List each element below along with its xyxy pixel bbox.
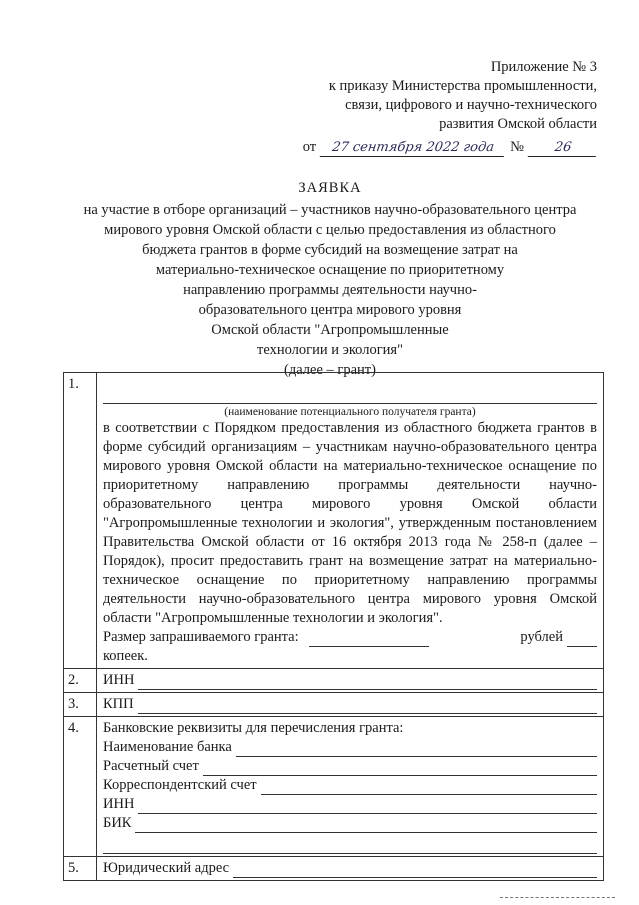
bik-field[interactable] <box>135 818 597 833</box>
row-number: 5. <box>64 857 97 881</box>
order-reference-line1: к приказу Министерства промышленности, <box>328 78 597 94</box>
number-label: № <box>510 139 524 155</box>
row-number: 1. <box>64 373 97 669</box>
grant-amount-kop-field[interactable] <box>567 632 597 647</box>
bank-name-label: Наименование банка <box>103 739 232 755</box>
applicant-name-caption: (наименование потенциального получателя гранта) <box>224 406 476 418</box>
from-label: от <box>302 139 317 155</box>
title-line: материально-техническое оснащение по приоритетному <box>155 262 505 278</box>
bank-inn-label: ИНН <box>103 796 135 812</box>
title-line: Омской области "Агропромышленные <box>211 322 449 338</box>
document-title: ЗАЯВКА <box>298 180 362 196</box>
corr-account-label: Корреспондентский счет <box>103 777 257 793</box>
bank-inn-field[interactable] <box>138 799 597 814</box>
footer-divider <box>500 897 615 898</box>
application-body-text: в соответствии с Порядком предоставления из областного бюджета грантов в форме субсидий организациям – участникам научно-образовательного центра мирового уровня Омской области на материально-техническое оснащение по приоритетному направлению программы деятельности научно-образовательного центра мирового уровня Омской области "Агропромышленные технологии и экология", утвержденным постановлением Правительства Омской области от 16 октября 2013 года № 258-п (далее – Порядок), просит предоставить грант на возмещение затрат на материально-техническое оснащение по приоритетному направлению программы деятельности научно-образовательного центра мирового уровня Омской области "Агропромышленные технологии и экология". <box>103 420 597 626</box>
order-reference-line2: связи, цифрового и научно-технического <box>345 97 597 113</box>
row-number: 2. <box>64 669 97 693</box>
title-line: (далее – грант) <box>284 362 376 378</box>
inn-field[interactable] <box>138 675 597 690</box>
appendix-number: Приложение № 3 <box>490 59 597 75</box>
legal-address-field[interactable] <box>233 863 597 878</box>
bank-extra-line[interactable] <box>103 835 597 854</box>
title-line: мирового уровня Омской области с целью предоставления из областного <box>104 222 556 238</box>
corr-account-field[interactable] <box>261 780 597 795</box>
handwritten-date: 27 сентября 2022 года <box>320 139 507 157</box>
rub-label: рублей <box>520 629 563 645</box>
kop-label: копеек. <box>103 648 148 664</box>
form-row-inn <box>64 669 604 693</box>
row-number: 3. <box>64 693 97 717</box>
title-line: направлению программы деятельности научно- <box>183 282 477 298</box>
inn-label: ИНН <box>103 672 135 688</box>
grant-amount-row <box>103 628 597 647</box>
row-number: 4. <box>64 717 97 857</box>
form-row-kpp <box>64 693 604 717</box>
title-line: технологии и экология" <box>257 342 403 358</box>
legal-address-label: Юридический адрес <box>103 860 230 876</box>
account-field[interactable] <box>203 761 597 776</box>
bank-name-field[interactable] <box>236 742 597 757</box>
title-line: на участие в отборе организаций – участников научно-образовательного центра <box>83 202 577 218</box>
account-label: Расчетный счет <box>103 758 199 774</box>
kpp-label: КПП <box>103 696 134 712</box>
kpp-field[interactable] <box>138 699 597 714</box>
applicant-name-field[interactable] <box>103 377 597 404</box>
bank-details-heading: Банковские реквизиты для перечисления гранта: <box>103 720 404 736</box>
handwritten-number: 26 <box>528 139 599 157</box>
form-row-legal-address <box>64 857 604 881</box>
grant-amount-rub-field[interactable] <box>309 632 429 647</box>
document-title-block <box>70 178 590 380</box>
bik-label: БИК <box>103 815 132 831</box>
applicant-cell <box>97 373 604 669</box>
form-row-applicant <box>64 373 604 669</box>
application-form-table <box>63 372 604 881</box>
order-reference-line3: развития Омской области <box>439 116 597 132</box>
grant-amount-label: Размер запрашиваемого гранта: <box>103 629 299 645</box>
title-line: бюджета грантов в форме субсидий на возмещение затрат на <box>142 242 518 258</box>
title-line: образовательного центра мирового уровня <box>198 302 462 318</box>
form-row-bank-details <box>64 717 604 857</box>
appendix-header <box>267 58 597 157</box>
order-date-line <box>267 138 597 157</box>
